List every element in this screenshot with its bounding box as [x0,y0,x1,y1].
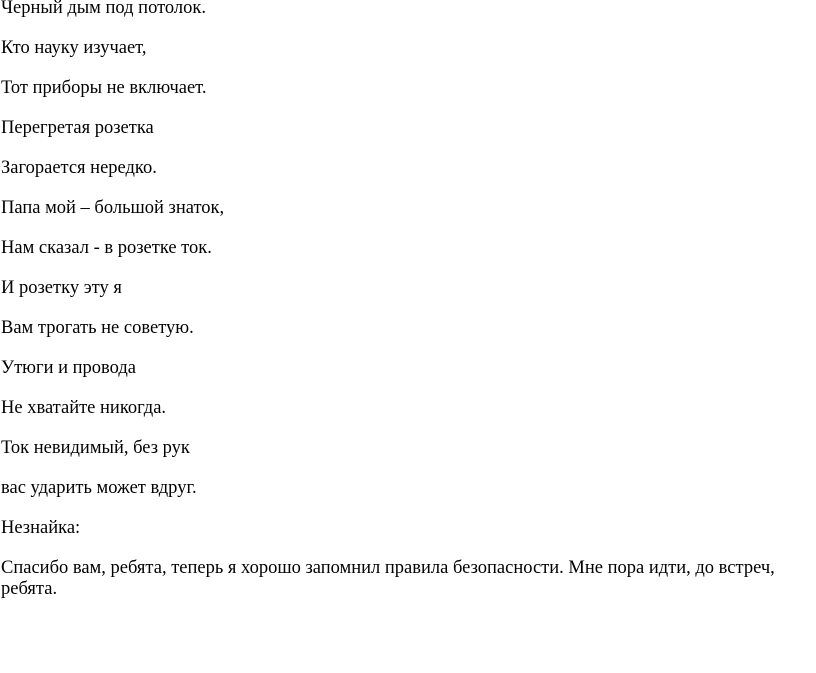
speaker-label: Незнайка: [1,518,81,538]
poem-line-6: Папа мой – большой знаток, [1,198,225,218]
poem-line-2: Кто науку изучает, [1,38,147,58]
poem-line-9: Вам трогать не советую. [1,318,194,338]
poem-line-12: Ток невидимый, без рук [1,438,190,458]
poem-line-5: Загорается нередко. [1,158,157,178]
poem-line-4: Перегретая розетка [1,118,154,138]
poem-line-8: И розетку эту я [1,278,122,298]
poem-line-10: Утюги и провода [1,358,136,378]
closing-paragraph: Спасибо вам, ребята, теперь я хорошо запомнил правила безопасности. Мне пора идти, до встреч, ребята. [1,558,775,599]
document-page [1,0,813,600]
poem-line-7: Нам сказал - в розетке ток. [1,238,212,258]
poem-line-11: Не хватайте никогда. [1,398,167,418]
poem-line-1: Черный дым под потолок. [1,0,207,18]
poem-line-13: вас ударить может вдруг. [1,478,197,498]
poem-line-3: Тот приборы не включает. [1,78,207,98]
